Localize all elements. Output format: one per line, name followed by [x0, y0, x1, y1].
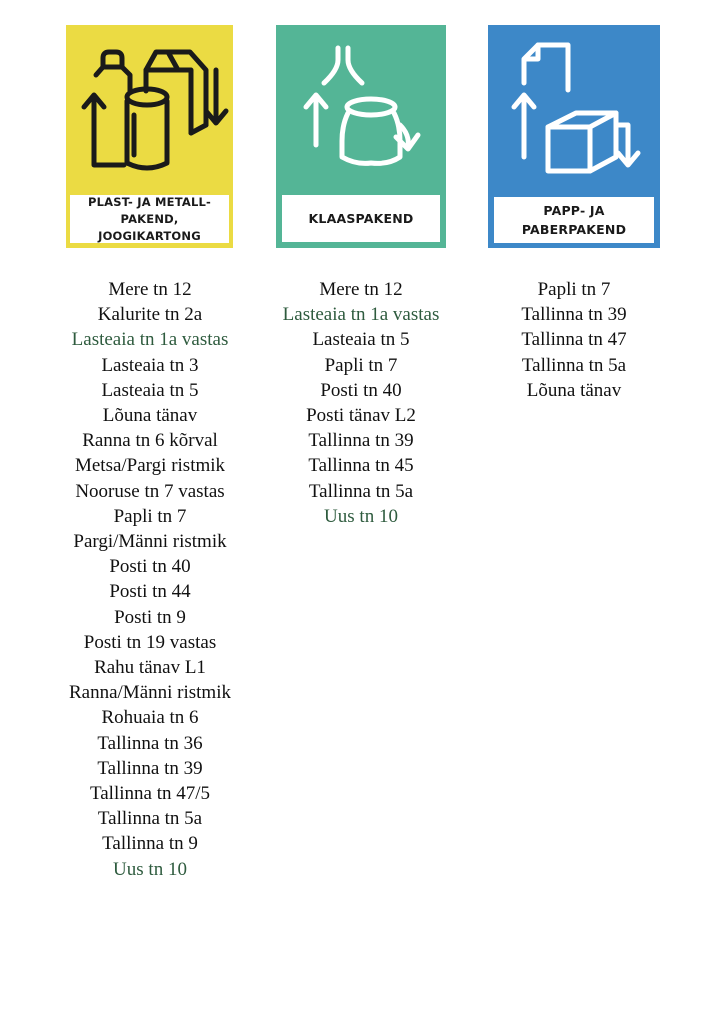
category-label	[282, 195, 440, 242]
location-item: Tallinna tn 5a	[308, 480, 414, 502]
category-label	[494, 197, 654, 243]
category-label	[70, 195, 229, 243]
location-item: Posti tn 44	[109, 581, 191, 603]
location-item: Papli tn 7	[113, 505, 187, 527]
location-item: Mere tn 12	[108, 279, 192, 300]
location-item: Metsa/Pargi ristmik	[74, 455, 226, 477]
category-label-line: PABERPAKEND	[521, 222, 627, 237]
location-item: Nooruse tn 7 vastas	[75, 480, 225, 502]
location-item: Mere tn 12	[319, 279, 403, 300]
location-item: Lasteaia tn 1a vastas	[71, 329, 229, 351]
category-label-line: PAPP- JA	[543, 203, 605, 218]
location-item: Tallinna tn 45	[308, 455, 414, 477]
location-item: Kalurite tn 2a	[97, 304, 203, 326]
location-item: Posti tänav L2	[306, 405, 416, 427]
location-item: Tallinna tn 47/5	[89, 783, 211, 805]
location-item: Posti tn 40	[320, 379, 402, 401]
location-item: Lasteaia tn 5	[312, 329, 410, 351]
location-item: Lõuna tänav	[102, 405, 198, 427]
location-item: Tallinna tn 39	[308, 430, 414, 452]
category-label-line: KLAASPAKEND	[308, 211, 414, 226]
location-item: Papli tn 7	[324, 354, 398, 376]
location-item: Uus tn 10	[324, 505, 398, 527]
location-item: Tallinna tn 5a	[97, 808, 203, 830]
location-item: Posti tn 9	[114, 606, 186, 628]
location-item: Posti tn 19 vastas	[83, 631, 217, 653]
location-item: Rohuaia tn 6	[101, 707, 199, 729]
plastic-metal-locations-list	[45, 277, 255, 882]
location-item: Lõuna tänav	[526, 379, 622, 401]
location-item: Posti tn 40	[109, 556, 191, 578]
location-item: Tallinna tn 39	[97, 757, 203, 779]
location-item: Tallinna tn 39	[521, 304, 627, 326]
plastic-metal-card	[66, 25, 233, 248]
location-item: Papli tn 7	[537, 279, 611, 300]
location-item: Pargi/Männi ristmik	[73, 531, 227, 553]
location-item: Rahu tänav L1	[94, 657, 206, 679]
location-item: Tallinna tn 47	[521, 329, 627, 351]
location-item: Tallinna tn 5a	[521, 354, 627, 376]
category-label-line: PLAST- JA METALL-	[87, 194, 212, 209]
location-item: Ranna tn 6 kõrval	[82, 430, 218, 452]
location-item: Tallinna tn 36	[97, 732, 203, 754]
glass-card	[276, 25, 446, 248]
location-item: Tallinna tn 9	[102, 833, 198, 855]
paper-locations-list	[468, 277, 680, 403]
glass-locations-list	[256, 277, 466, 529]
location-item: Lasteaia tn 3	[101, 354, 199, 376]
location-item: Lasteaia tn 1a vastas	[282, 304, 440, 326]
category-label-line: PAKEND, JOOGIKARTONG	[98, 211, 201, 243]
location-item: Lasteaia tn 5	[101, 379, 199, 401]
location-item: Uus tn 10	[113, 858, 187, 880]
paper-card	[488, 25, 660, 248]
location-item: Ranna/Männi ristmik	[68, 682, 231, 704]
